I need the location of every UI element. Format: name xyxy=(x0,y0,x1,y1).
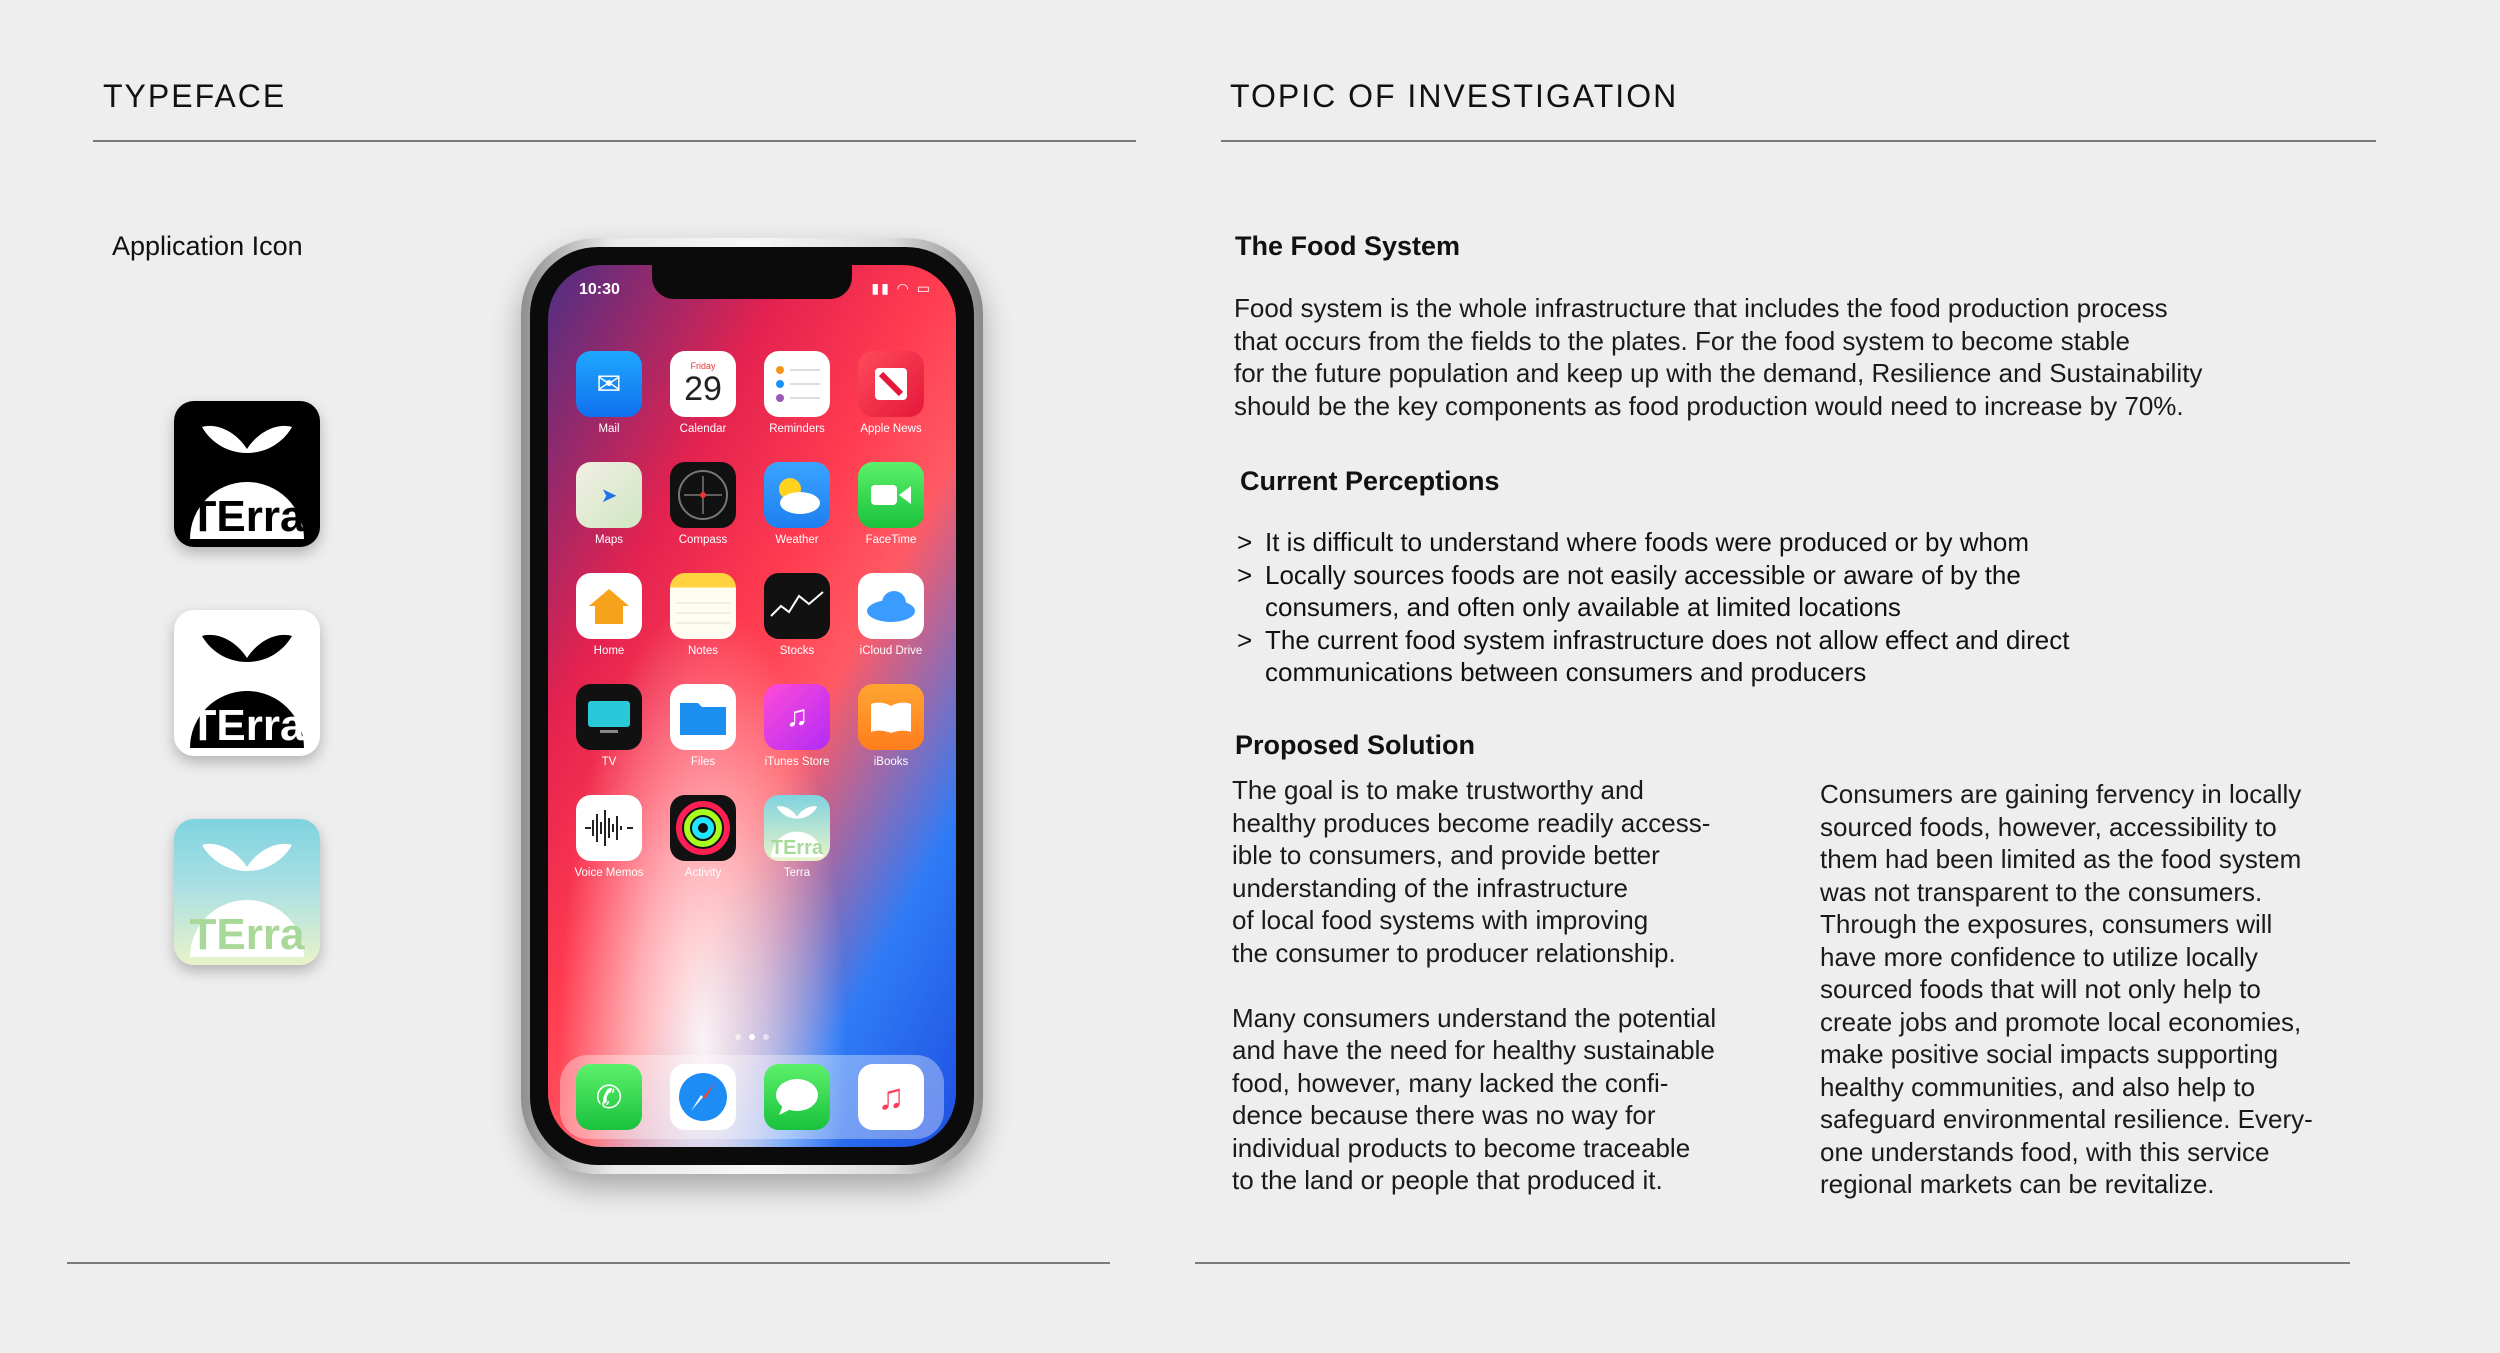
app-label: FaceTime xyxy=(865,534,917,546)
list-item: > The current food system infrastructure does not allow effect and direct communications between consumers and producers xyxy=(1237,624,2147,689)
app-label: iBooks xyxy=(873,756,909,768)
notes-icon xyxy=(670,573,736,639)
dock xyxy=(560,1055,944,1139)
text-line: sourced foods that will not only help to xyxy=(1820,974,2261,1004)
text-line: Many consumers understand the potential xyxy=(1232,1002,1717,1033)
text-line: healthy produces become readily access- xyxy=(1232,807,1711,838)
perceptions-list xyxy=(1237,526,2147,689)
app-mail[interactable] xyxy=(576,351,642,435)
app-ibooks[interactable] xyxy=(858,684,924,768)
music-icon[interactable]: ♫ xyxy=(858,1064,924,1130)
text-line: Food system is the whole infrastructure that includes the food production process xyxy=(1234,293,2168,323)
news-icon xyxy=(858,351,924,417)
text-line: have more confidence to utilize locally xyxy=(1820,941,2258,972)
food-system-heading: The Food System xyxy=(1235,231,1461,261)
weather-icon xyxy=(764,462,830,528)
app-label: Activity xyxy=(684,867,722,879)
reminders-icon xyxy=(764,351,830,417)
svg-text:TErra: TErra xyxy=(189,492,305,541)
app-notes[interactable] xyxy=(670,573,736,657)
phone-notch xyxy=(652,265,852,299)
page-dot xyxy=(763,1034,769,1040)
app-terra[interactable] xyxy=(764,795,830,879)
terra-icon xyxy=(764,795,830,861)
page-indicator[interactable] xyxy=(731,1027,773,1045)
text-line: of local food systems with improving xyxy=(1232,905,1649,935)
app-label: Mail xyxy=(598,423,620,435)
app-label: Weather xyxy=(775,534,819,546)
list-item: > Locally sources foods are not easily accessible or aware of by the consumers, and often only available at limited locations xyxy=(1237,559,2147,624)
text-line: should be the key components as food production would need to increase by 70%. xyxy=(1234,390,2184,421)
tv-icon xyxy=(576,684,642,750)
text-line: Through the exposures, consumers will xyxy=(1820,909,2273,939)
terra-icon-gradient xyxy=(174,819,320,965)
app-label: Maps xyxy=(594,534,624,546)
perceptions-heading: Current Perceptions xyxy=(1240,466,1500,496)
text-line: the consumer to producer relationship. xyxy=(1232,937,1676,968)
facetime-icon xyxy=(858,462,924,528)
solution-heading: Proposed Solution xyxy=(1235,730,1475,760)
status-time: 10:30 xyxy=(579,281,620,298)
app-label: Notes xyxy=(687,645,719,657)
app-label: iCloud Drive xyxy=(859,645,923,657)
app-maps[interactable] xyxy=(576,462,642,546)
solution-column-2 xyxy=(1820,778,2420,1201)
app-weather[interactable] xyxy=(764,462,830,546)
text-line: create jobs and promote local economies, xyxy=(1820,1006,2302,1037)
app-reminders[interactable] xyxy=(764,351,830,435)
app-label: Apple News xyxy=(860,423,922,435)
app-home[interactable] xyxy=(576,573,642,657)
text-line: and have the need for healthy sustainable xyxy=(1232,1035,1715,1065)
text-line: ible to consumers, and provide better xyxy=(1232,840,1660,870)
text-line: to the land or people that produced it. xyxy=(1232,1165,1663,1195)
app-itunes-store[interactable] xyxy=(764,684,830,768)
app-label: Compass xyxy=(678,534,728,546)
messages-icon[interactable] xyxy=(764,1064,830,1130)
app-calendar[interactable] xyxy=(670,351,736,435)
typeface-top-divider xyxy=(93,140,1136,142)
app-label: Reminders xyxy=(769,423,825,435)
text-line: Consumers are gaining fervency in locally xyxy=(1820,779,2302,809)
maps-icon: ➤ xyxy=(576,462,642,528)
mail-icon: ✉ xyxy=(576,351,642,417)
text-line: was not transparent to the consumers. xyxy=(1820,876,2263,907)
svg-text:TErra: TErra xyxy=(771,836,823,859)
svg-text:TErra: TErra xyxy=(189,701,305,750)
text-line: for the future population and keep up with the demand, Resilience and Sustainability xyxy=(1234,358,2203,388)
phone-icon[interactable]: ✆ xyxy=(576,1064,642,1130)
text-line: understanding of the infrastructure xyxy=(1232,872,1629,903)
text-line: The goal is to make trustworthy and xyxy=(1232,775,1644,805)
app-label: Terra xyxy=(783,867,811,879)
music-note-icon: ♫ xyxy=(764,684,830,750)
topic-heading: TOPIC OF INVESTIGATION xyxy=(1230,78,1679,114)
svg-text:TErra: TErra xyxy=(189,910,305,959)
app-voice-memos[interactable] xyxy=(576,795,642,879)
stocks-icon xyxy=(764,573,830,639)
app-label: Voice Memos xyxy=(574,867,644,879)
app-compass[interactable] xyxy=(670,462,736,546)
waveform-icon xyxy=(576,795,642,861)
text-line: safeguard environmental resilience. Every- xyxy=(1820,1104,2313,1134)
activity-rings-icon xyxy=(670,795,736,861)
cloud-icon xyxy=(858,573,924,639)
app-label: Home xyxy=(593,645,625,657)
right-bottom-divider xyxy=(1195,1262,2350,1264)
status-signal-icon: ▮▮ ◠ ▭ xyxy=(871,280,932,296)
folder-icon xyxy=(670,684,736,750)
page-dot xyxy=(735,1034,741,1040)
text-line: sourced foods, however, accessibility to xyxy=(1820,811,2277,842)
text-line: dence because there was no way for xyxy=(1232,1100,1656,1130)
text-line: that occurs from the fields to the plates. For the food system to become stable xyxy=(1234,325,2130,356)
text-line: regional markets can be revitalize. xyxy=(1820,1169,2215,1199)
app-apple-news[interactable] xyxy=(858,351,924,435)
text-line: one understands food, with this service xyxy=(1820,1136,2270,1167)
app-label: Calendar xyxy=(679,423,727,435)
phone-screen xyxy=(548,265,956,1147)
app-facetime[interactable] xyxy=(858,462,924,546)
terra-icon-white xyxy=(174,610,320,756)
app-files[interactable] xyxy=(670,684,736,768)
app-label: Files xyxy=(690,756,716,768)
app-label: TV xyxy=(601,756,617,768)
left-bottom-divider xyxy=(67,1262,1110,1264)
app-activity[interactable] xyxy=(670,795,736,879)
phone-bezel xyxy=(530,247,974,1165)
terra-icon-black xyxy=(174,401,320,547)
compass-icon xyxy=(670,462,736,528)
app-icloud-drive[interactable] xyxy=(858,573,924,657)
text-line: individual products to become traceable xyxy=(1232,1132,1691,1163)
solution-column-1 xyxy=(1232,774,1812,1197)
text-line: healthy communities, and also help to xyxy=(1820,1071,2256,1102)
paragraph-gap xyxy=(1232,969,1812,1002)
book-icon xyxy=(858,684,924,750)
app-label: iTunes Store xyxy=(764,756,830,768)
home-icon xyxy=(576,573,642,639)
list-item: > It is difficult to understand where foods were produced or by whom xyxy=(1237,526,2147,559)
food-system-body xyxy=(1234,292,2434,422)
text-line: make positive social impacts supporting xyxy=(1820,1039,2279,1069)
page-dot-active xyxy=(749,1034,755,1040)
app-stocks[interactable] xyxy=(764,573,830,657)
app-label: Stocks xyxy=(779,645,815,657)
topic-top-divider xyxy=(1221,140,2376,142)
phone-mockup xyxy=(521,238,983,1174)
typeface-heading: TYPEFACE xyxy=(103,78,287,114)
application-icon-label: Application Icon xyxy=(112,231,303,261)
calendar-icon: Friday 29 xyxy=(670,351,736,417)
text-line: them had been limited as the food system xyxy=(1820,844,2302,874)
text-line: food, however, many lacked the confi- xyxy=(1232,1067,1669,1098)
safari-icon[interactable] xyxy=(670,1064,736,1130)
app-tv[interactable] xyxy=(576,684,642,768)
